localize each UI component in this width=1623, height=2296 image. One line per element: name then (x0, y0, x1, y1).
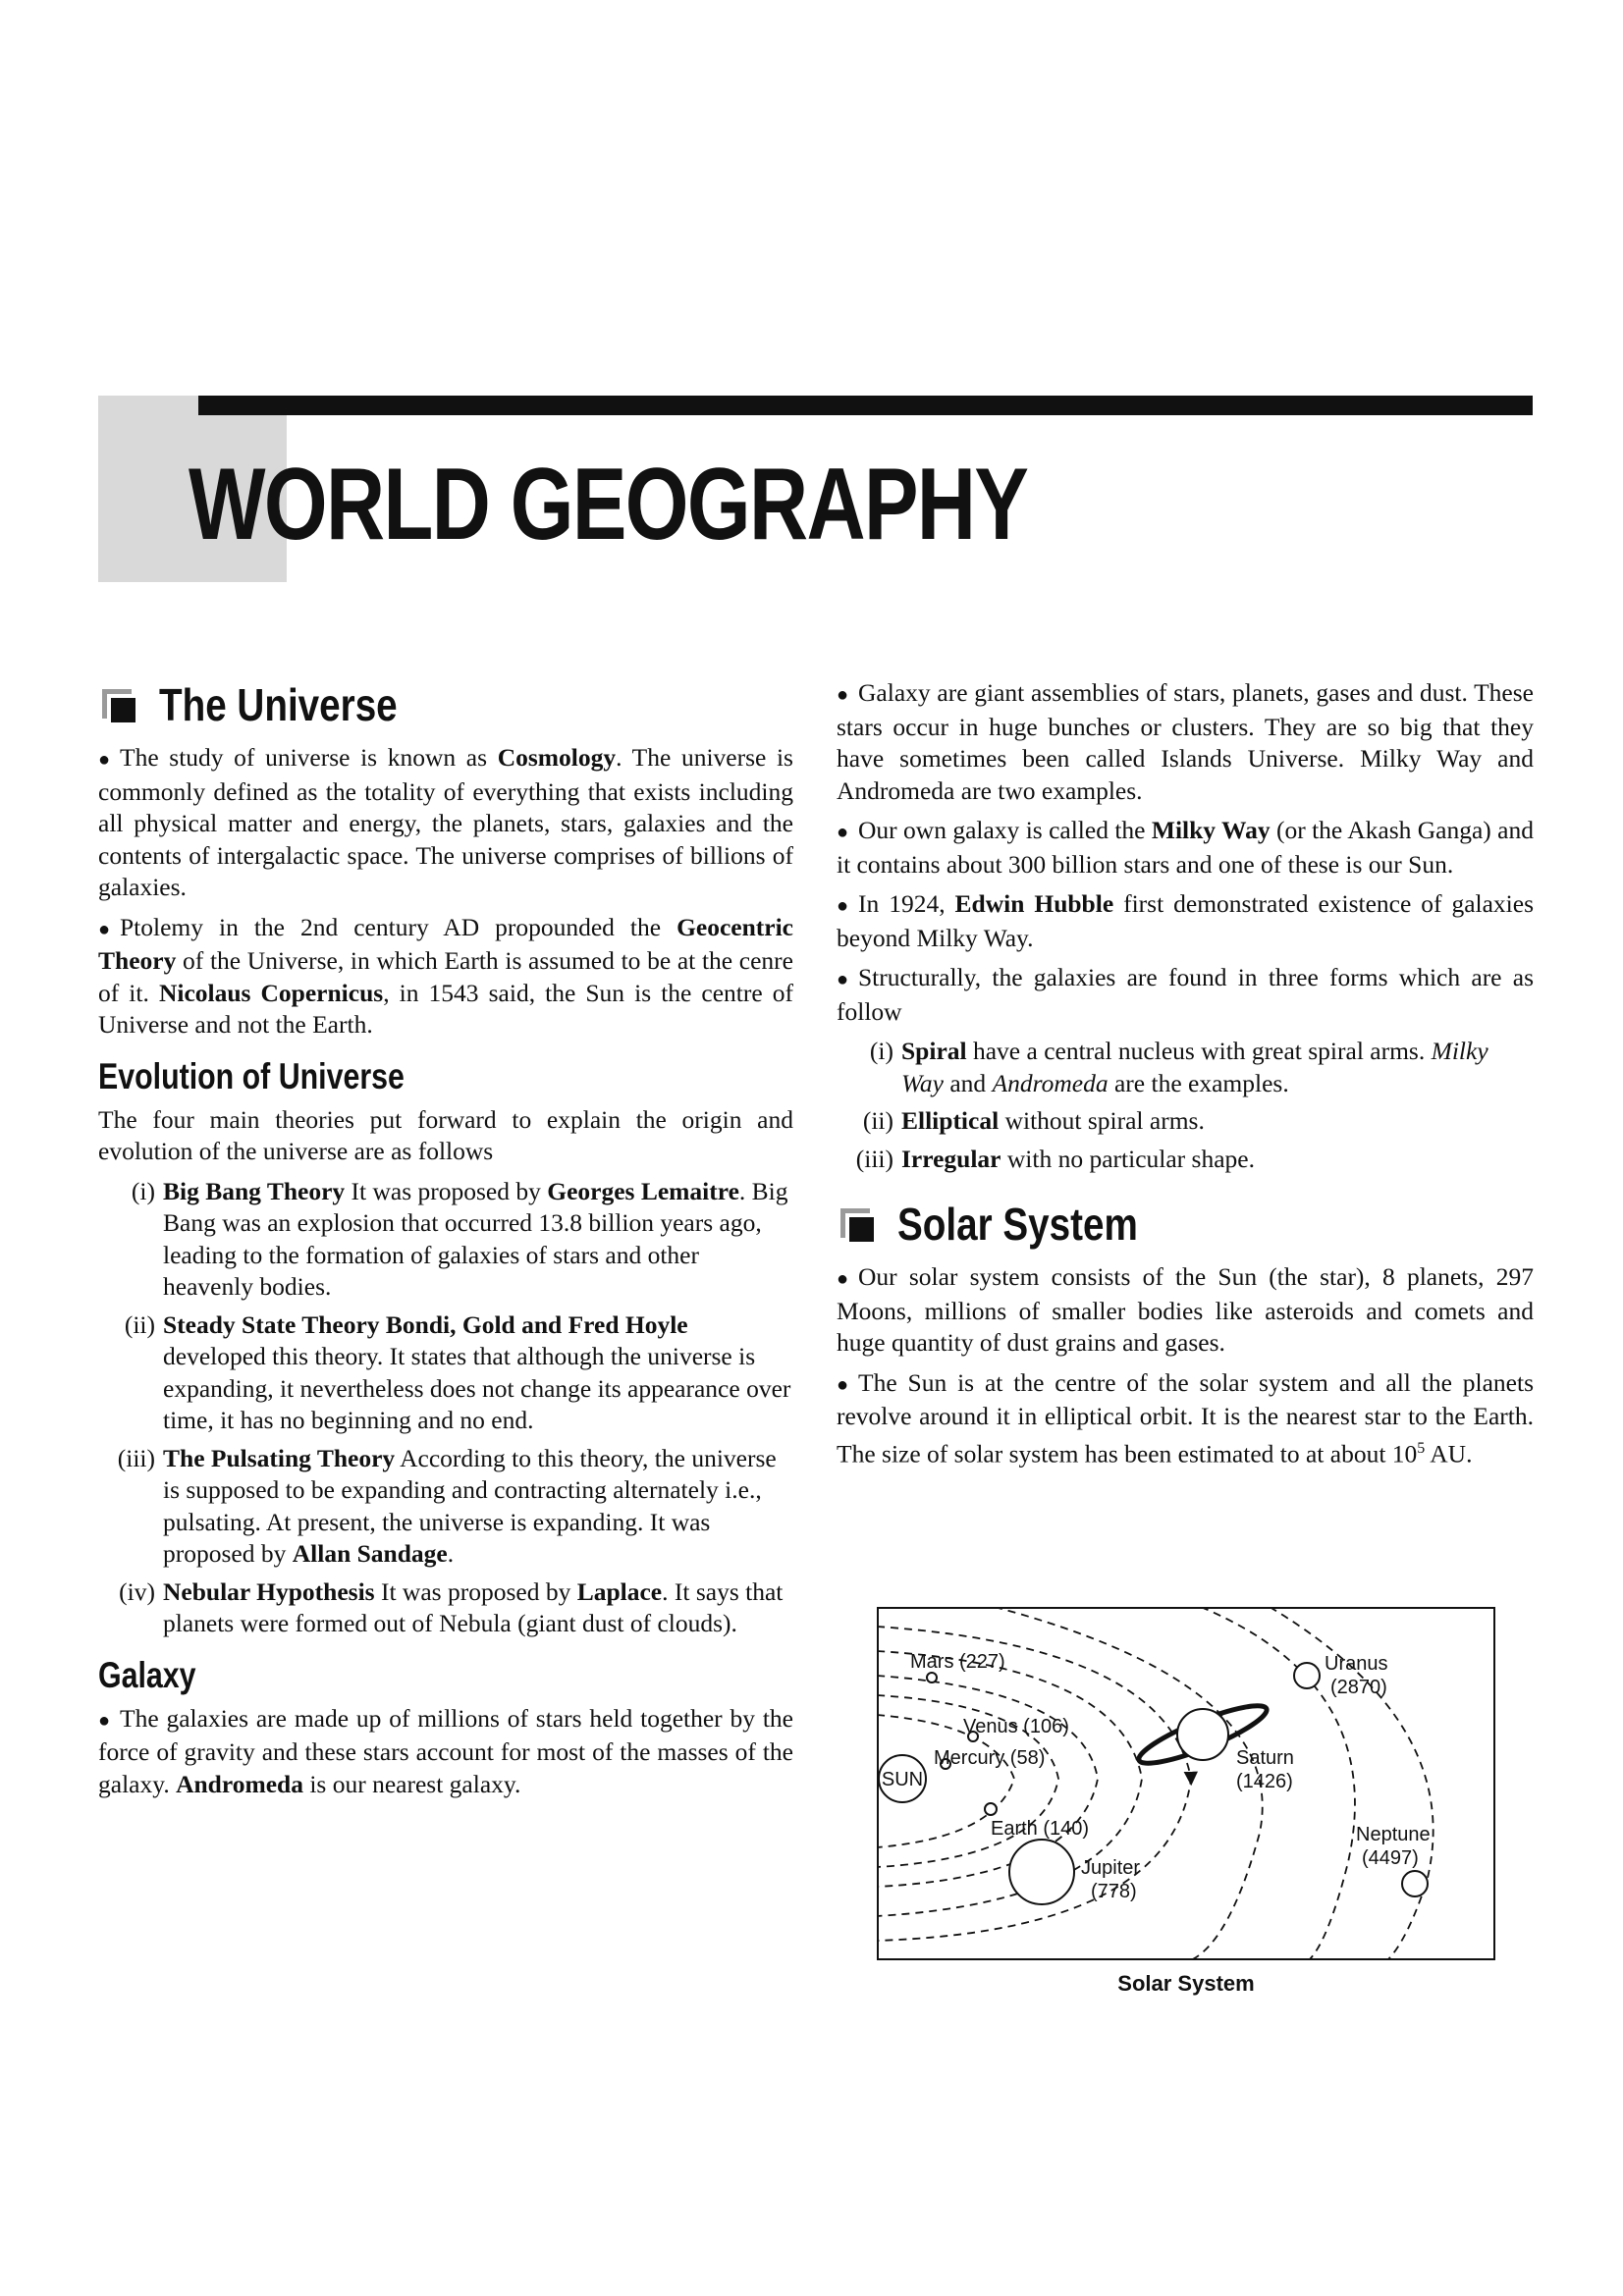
saturn-circle (1177, 1709, 1228, 1760)
header-rule (198, 396, 1533, 415)
bullet-icon: ● (837, 1268, 849, 1290)
mercury-label: Mercury (58) (934, 1747, 1046, 1769)
earth-dot (985, 1803, 997, 1815)
paragraph: ● Our own galaxy is called the Milky Way (or the Akash Ganga) and it contains about 300 billion stars and one of these is our Sun. (837, 816, 1534, 879)
list-number: (iv) (119, 1576, 155, 1606)
section-heading-universe (98, 677, 793, 732)
paragraph: ● The galaxies are made up of millions of stars held together by the force of gravity and these stars account for most of the masses of the galaxy. Andromeda is our nearest galaxy. (98, 1703, 793, 1798)
paragraph: ● Galaxy are giant assemblies of stars, planets, gases and dust. These stars occur in huge bunches or clusters. They are so big that they have sometimes been called Islands Universe. Milky Way and Andromeda are two examples. (837, 678, 1534, 805)
list-item: (iii) The Pulsating Theory According to this theory, the universe is supposed to be expanding and contracting alternately i.e., pulsating. At present, the universe is expanding. It was proposed by Allan Sandage. (98, 1443, 793, 1571)
neptune-label: Neptune (4497) (1356, 1824, 1431, 1869)
list-number: (i) (869, 1037, 893, 1065)
sun-label: SUN (881, 1769, 924, 1790)
paragraph: ● In 1924, Edwin Hubble first demonstrated existence of galaxies beyond Milky Way. (837, 889, 1535, 952)
earth-label: Earth (140) (991, 1818, 1090, 1840)
bullet-icon: ● (98, 918, 111, 940)
paragraph: ● The study of universe is known as Cosmology. The universe is commonly defined as the totality of everything that exists including all physical matter and energy, the planets, stars, galaxies and the contents of intergalactic space. The universe comprises of billions of galaxies. (98, 743, 793, 901)
jupiter-label: Jupiter (778) (1081, 1857, 1141, 1902)
solar-system-figure (877, 1607, 1495, 1960)
bullet-icon: ● (98, 749, 111, 771)
jupiter-circle (1009, 1840, 1074, 1904)
figure-caption: Solar System (1117, 1971, 1255, 1996)
right-column (837, 677, 1534, 1478)
paragraph: ● Ptolemy in the 2nd century AD propounded the Geocentric Theory of the Universe, in which Earth is assumed to be at the cenre of it. Nicolaus Copernicus, in 1543 said, the Sun is the centre of Universe and not the Earth. (98, 912, 794, 1039)
paragraph: ● The Sun is at the centre of the solar system and all the planets revolve around it in elliptical orbit. It is the nearest star to the Earth. The size of solar system has been estimated to at about $10^5$ AU. (837, 1367, 1534, 1468)
uranus-circle (1294, 1663, 1320, 1688)
bullet-icon: ● (837, 1373, 849, 1396)
section-title: Solar System (897, 1199, 1138, 1250)
paragraph: ● Our solar system consists of the Sun (the star), 8 planets, 297 Moons, millions of smaller bodies like asteroids and comets and huge quantity of dust grains and gases. (837, 1262, 1534, 1357)
subheading-galaxy: Galaxy (98, 1654, 196, 1695)
paragraph: The four main theories put forward to explain the origin and evolution of the universe are as follows (98, 1104, 793, 1165)
uranus-label: Uranus (2870) (1325, 1653, 1388, 1698)
bullet-icon: ● (837, 969, 849, 990)
list-number: (i) (131, 1176, 155, 1205)
chapter-title: WORLD GEOGRAPHY (189, 448, 1028, 561)
list-item: (iv) Nebular Hypothesis It was proposed by Laplace. It says that planets were formed out of Nebula (giant dust of clouds). (98, 1576, 793, 1640)
section-heading-solar (837, 1197, 1534, 1252)
section-square-icon (102, 689, 135, 722)
venus-label: Venus (106) (963, 1716, 1069, 1737)
bullet-icon: ● (837, 895, 849, 917)
bullet-icon: ● (837, 684, 849, 706)
list-number: (iii) (117, 1443, 155, 1472)
list-item: (ii) Elliptical without spiral arms. (837, 1105, 1534, 1138)
bullet-icon: ● (98, 1709, 111, 1732)
bullet-icon: ● (837, 822, 849, 843)
left-column (98, 677, 793, 1808)
list-number: (iii) (855, 1144, 893, 1173)
paragraph: ● Structurally, the galaxies are found in three forms which are as follow (837, 963, 1534, 1026)
neptune-circle (1402, 1871, 1428, 1896)
mars-label: Mars (227) (910, 1651, 1005, 1673)
mars-dot (927, 1673, 937, 1682)
section-square-icon (840, 1208, 874, 1242)
list-item: (ii) Steady State Theory Bondi, Gold and Fred Hoyle developed this theory. It states that although the universe is expanding, it nevertheless does not change its appearance over time, it has no beginning and no end. (98, 1309, 793, 1437)
list-number: (ii) (862, 1106, 893, 1135)
list-item: (iii) Irregular with no particular shape. (837, 1144, 1534, 1176)
saturn-label: Saturn (1426) (1236, 1747, 1294, 1792)
subheading-evolution: Evolution of Universe (98, 1055, 405, 1096)
list-number: (ii) (124, 1309, 155, 1339)
section-title: The Universe (159, 679, 398, 730)
list-item: (i) Spiral have a central nucleus with great spiral arms. Milky Way and Andromeda are the examples. (837, 1036, 1534, 1099)
list-item: (i) Big Bang Theory It was proposed by Georges Lemaitre. Big Bang was an explosion that occurred 13.8 billion years ago, leading to the formation of galaxies of stars and other heavenly bodies. (98, 1176, 793, 1304)
